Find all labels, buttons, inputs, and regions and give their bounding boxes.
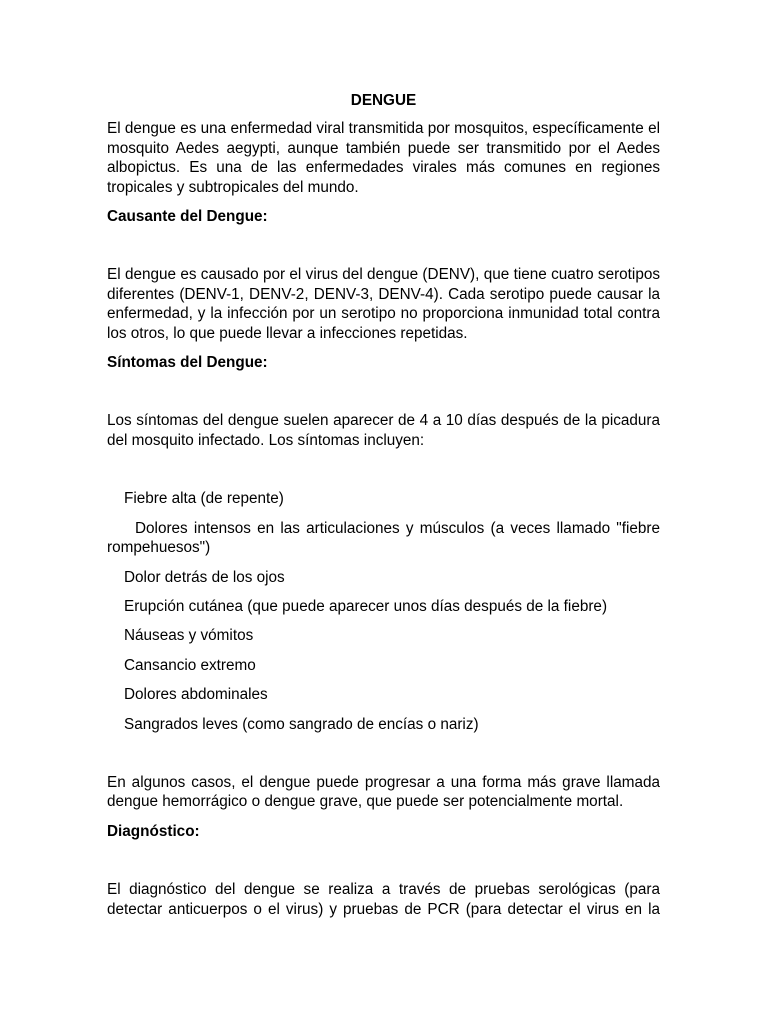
list-item: Erupción cutánea (que puede aparecer unos días después de la fiebre) [124,597,608,615]
document-content [107,91,660,919]
diagnostico-paragraph: El diagnóstico del dengue se realiza a través de pruebas serológicas (para detectar anticuerpos o el virus) y pruebas de PCR (para detectar el virus en la [107,881,660,918]
heading-sintomas: Síntomas del Dengue: [107,354,268,372]
blank-line [107,450,660,489]
blank-line [107,734,660,773]
symptom-list [107,489,660,734]
list-item: Fiebre alta (de repente) [124,490,284,508]
list-item: Dolor detrás de los ojos [124,568,285,586]
heading-causante: Causante del Dengue: [107,208,268,226]
blank-line [107,226,660,265]
list-item: Dolores intensos en las articulaciones y músculos (a veces llamado "fiebre rompehuesos") [107,519,660,557]
sintomas-paragraph: Los síntomas del dengue suelen aparecer de 4 a 10 días después de la picadura del mosquito infectado. Los síntomas incluyen: [107,412,660,449]
list-item: Náuseas y vómitos [124,627,254,645]
document-title: DENGUE [350,92,417,109]
blank-line [107,372,660,411]
heading-diagnostico: Diagnóstico: [107,822,200,840]
grave-paragraph: En algunos casos, el dengue puede progresar a una forma más grave llamada dengue hemorrágico o dengue grave, que puede ser potencialmente mortal. [107,773,660,811]
list-item: Sangrados leves (como sangrado de encías o nariz) [124,715,479,733]
blank-line [107,841,660,880]
intro-paragraph: El dengue es una enfermedad viral transmitida por mosquitos, específicamente el mosquito Aedes aegypti, aunque también puede ser transmitido por el Aedes albopictus. Es una de las enfermedades virales más comunes en regiones tropicales y subtropicales del mundo. [107,120,660,196]
list-item: Cansancio extremo [124,656,256,674]
causante-paragraph: El dengue es causado por el virus del dengue (DENV), que tiene cuatro serotipos diferentes (DENV-1, DENV-2, DENV-3, DENV-4). Cada serotipo puede causar la enfermedad, y la infección por un serotipo no proporciona inmunidad total contra los otros, lo que puede llevar a infecciones repetidas. [107,266,660,342]
list-item: Dolores abdominales [124,686,268,704]
